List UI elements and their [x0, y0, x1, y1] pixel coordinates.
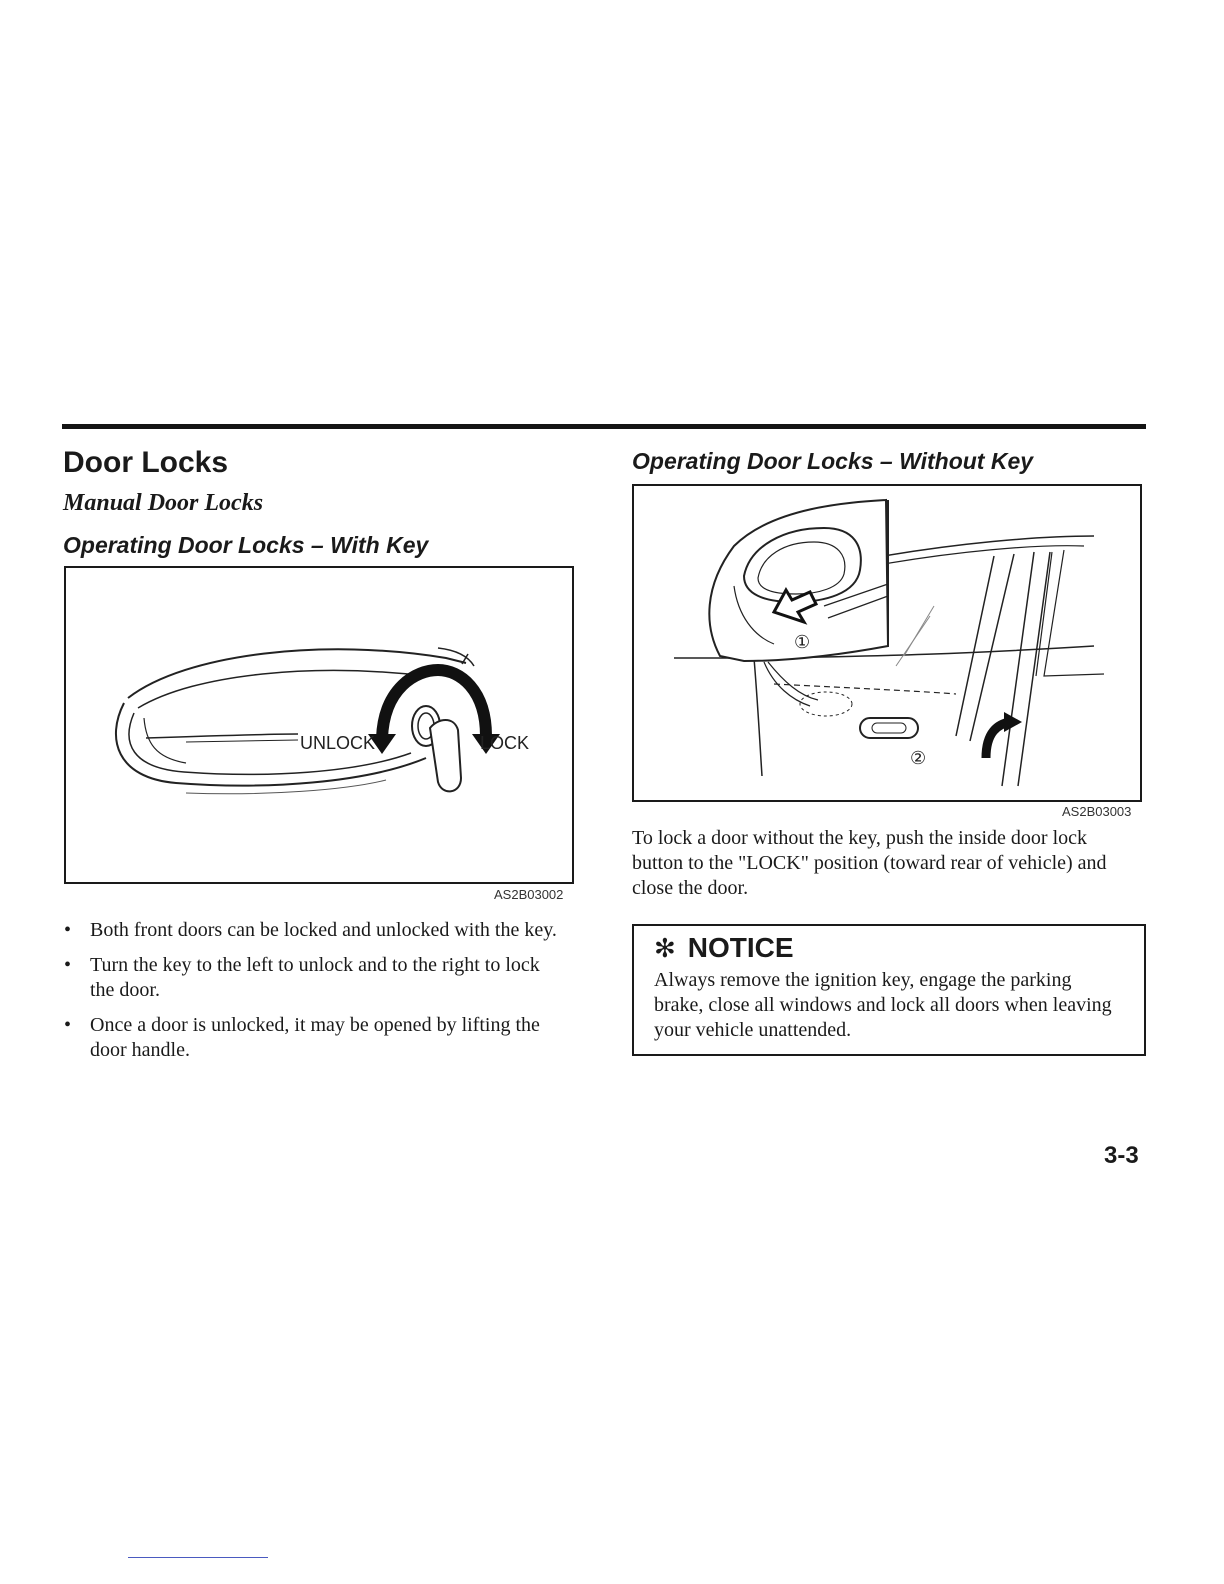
without-key-paragraph: To lock a door without the key, push the inside door lock button to the "LOCK" position (toward rear of vehicle) and close the door.: [632, 827, 1107, 899]
heading-without-key: Operating Door Locks – Without Key: [632, 448, 1034, 474]
bullet-dot: •: [64, 954, 72, 976]
figure-with-key: [64, 566, 574, 884]
notice-title: NOTICE: [687, 932, 794, 963]
page-number: 3-3: [1104, 1142, 1139, 1169]
list-item: • Turn the key to the left to unlock and to the right to lock the door.: [64, 954, 540, 1001]
footer-line: [128, 1557, 268, 1558]
figure-without-key: [632, 484, 1142, 802]
callout-2: ②: [910, 748, 927, 769]
unlock-label: UNLOCK: [300, 733, 376, 753]
asterisk-icon: ✻: [654, 932, 676, 963]
top-rule: [62, 424, 1146, 429]
notice-box: [632, 924, 1146, 1056]
inside-door-lock-illustration: [634, 486, 1140, 800]
bullet-list: [64, 918, 564, 1073]
callout-1: ①: [794, 632, 811, 653]
bullet-dot: •: [64, 1014, 72, 1036]
section-subtitle: Manual Door Locks: [63, 490, 264, 516]
bullet-dot: •: [64, 919, 72, 941]
notice-body: Always remove the ignition key, engage the parking brake, close all windows and lock all doors when leaving your vehicle unattended.: [654, 969, 1112, 1041]
section-title: Door Locks: [63, 446, 229, 479]
heading-with-key: Operating Door Locks – With Key: [63, 532, 429, 558]
figure-code-with-key: AS2B03002: [494, 887, 564, 902]
figure-code-without-key: AS2B03003: [1062, 804, 1132, 819]
lock-label: LOCK: [480, 733, 530, 753]
list-item: • Both front doors can be locked and unlocked with the key.: [64, 919, 557, 941]
list-item: • Once a door is unlocked, it may be opened by lifting the door handle.: [64, 1014, 540, 1061]
door-handle-key-illustration: [66, 568, 572, 882]
